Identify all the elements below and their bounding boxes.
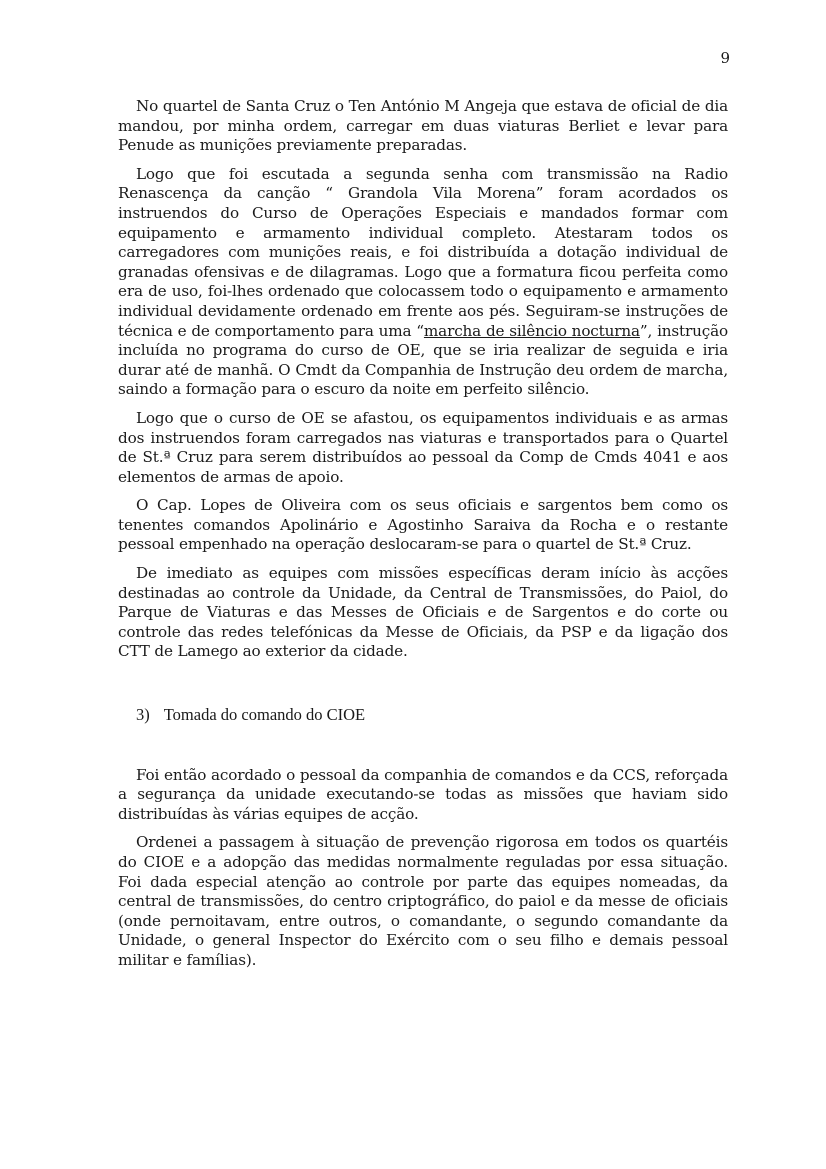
paragraph-text: Logo que foi escutada a segunda senha com transmissão na Radio Renascença da canção “ Grandola Vila Morena” foram acordados os instruendos do Curso de Operações Especiais e mandados formar com equipamento e armamento individual completo. Atestaram todos os carregadores com munições reais, e foi distribuída a dotação individual de granadas ofensivas e de dilagramas. Logo que a formatura ficou perfeita como era de uso, foi-lhes ordenado que colocassem todo o equipamento e armamento individual devidamente ordenado em frente aos pés. Seguiram-se instruções de técnica e de comportamento para uma “ (118, 164, 728, 340)
paragraph-rigorous-prevention: Ordenei a passagem à situação de prevenção rigorosa em todos os quartéis do CIOE e a adopção das medidas normalmente reguladas por essa situação. Foi dada especial atenção ao controle por parte das equipes nomeadas, da central de transmissões, do centro criptográfico, do paiol e da messe de oficiais (onde pernoitavam, entre outros, o comandante, o segundo comandante da Unidade, o general Inspector do Exército com o seu filho e demais pessoal militar e famílias). (118, 833, 728, 969)
underlined-phrase: marcha de silêncio nocturna (423, 321, 640, 340)
paragraph-text: ”, instrução incluída no programa do curso de OE, que se iria realizar de seguida e iria durar até de manhã. O Cmdt da Companhia de Instrução deu ordem de marcha, saindo a formação para o escuro da noite em perfeito silêncio. (118, 321, 728, 399)
paragraph-captain-lopes: O Cap. Lopes de Oliveira com os seus oficiais e sargentos bem como os tenentes comandos Apolinário e Agostinho Saraiva da Rocha e o restante pessoal empenhado na operação deslocaram-se para o quartel de St.ª Cruz. (118, 496, 728, 554)
paragraph-santa-cruz: No quartel de Santa Cruz o Ten António M Angeja que estava de oficial de dia mandou, por minha ordem, carregar em duas viaturas Berliet e levar para Penude as munições previamente preparadas. (118, 97, 728, 155)
paragraph-grandola-vila-morena (118, 165, 728, 400)
page-number: 9 (720, 49, 730, 67)
paragraph-equipment-transport: Logo que o curso de OE se afastou, os equipamentos individuais e as armas dos instruendos foram carregados nas viaturas e transportados para o Quartel de St.ª Cruz para serem distribuídos ao pessoal da Comp de Cmds 4041 e aos elementos de armas de apoio. (118, 408, 728, 486)
section-title: Tomada do comando do CIOE (163, 705, 366, 725)
paragraph-specific-missions: De imediato as equipes com missões específicas deram início às acções destinadas ao controle da Unidade, da Central de Transmissões, do Paiol, do Parque de Viaturas e das Messes de Oficiais e de Sargentos e do corte ou controle das redes telefónicas da Messe de Oficiais, da PSP e da ligação dos CTT de Lamego ao exterior da cidade. (118, 564, 728, 661)
section-number: 3) (136, 705, 150, 725)
paragraph-company-awakened: Foi então acordado o pessoal da companhia de comandos e da CCS, reforçada a segurança da unidade executando-se todas as missões que haviam sido distribuídas às várias equipes de acção. (118, 765, 728, 823)
body-text (118, 97, 728, 971)
section-heading (136, 705, 728, 725)
